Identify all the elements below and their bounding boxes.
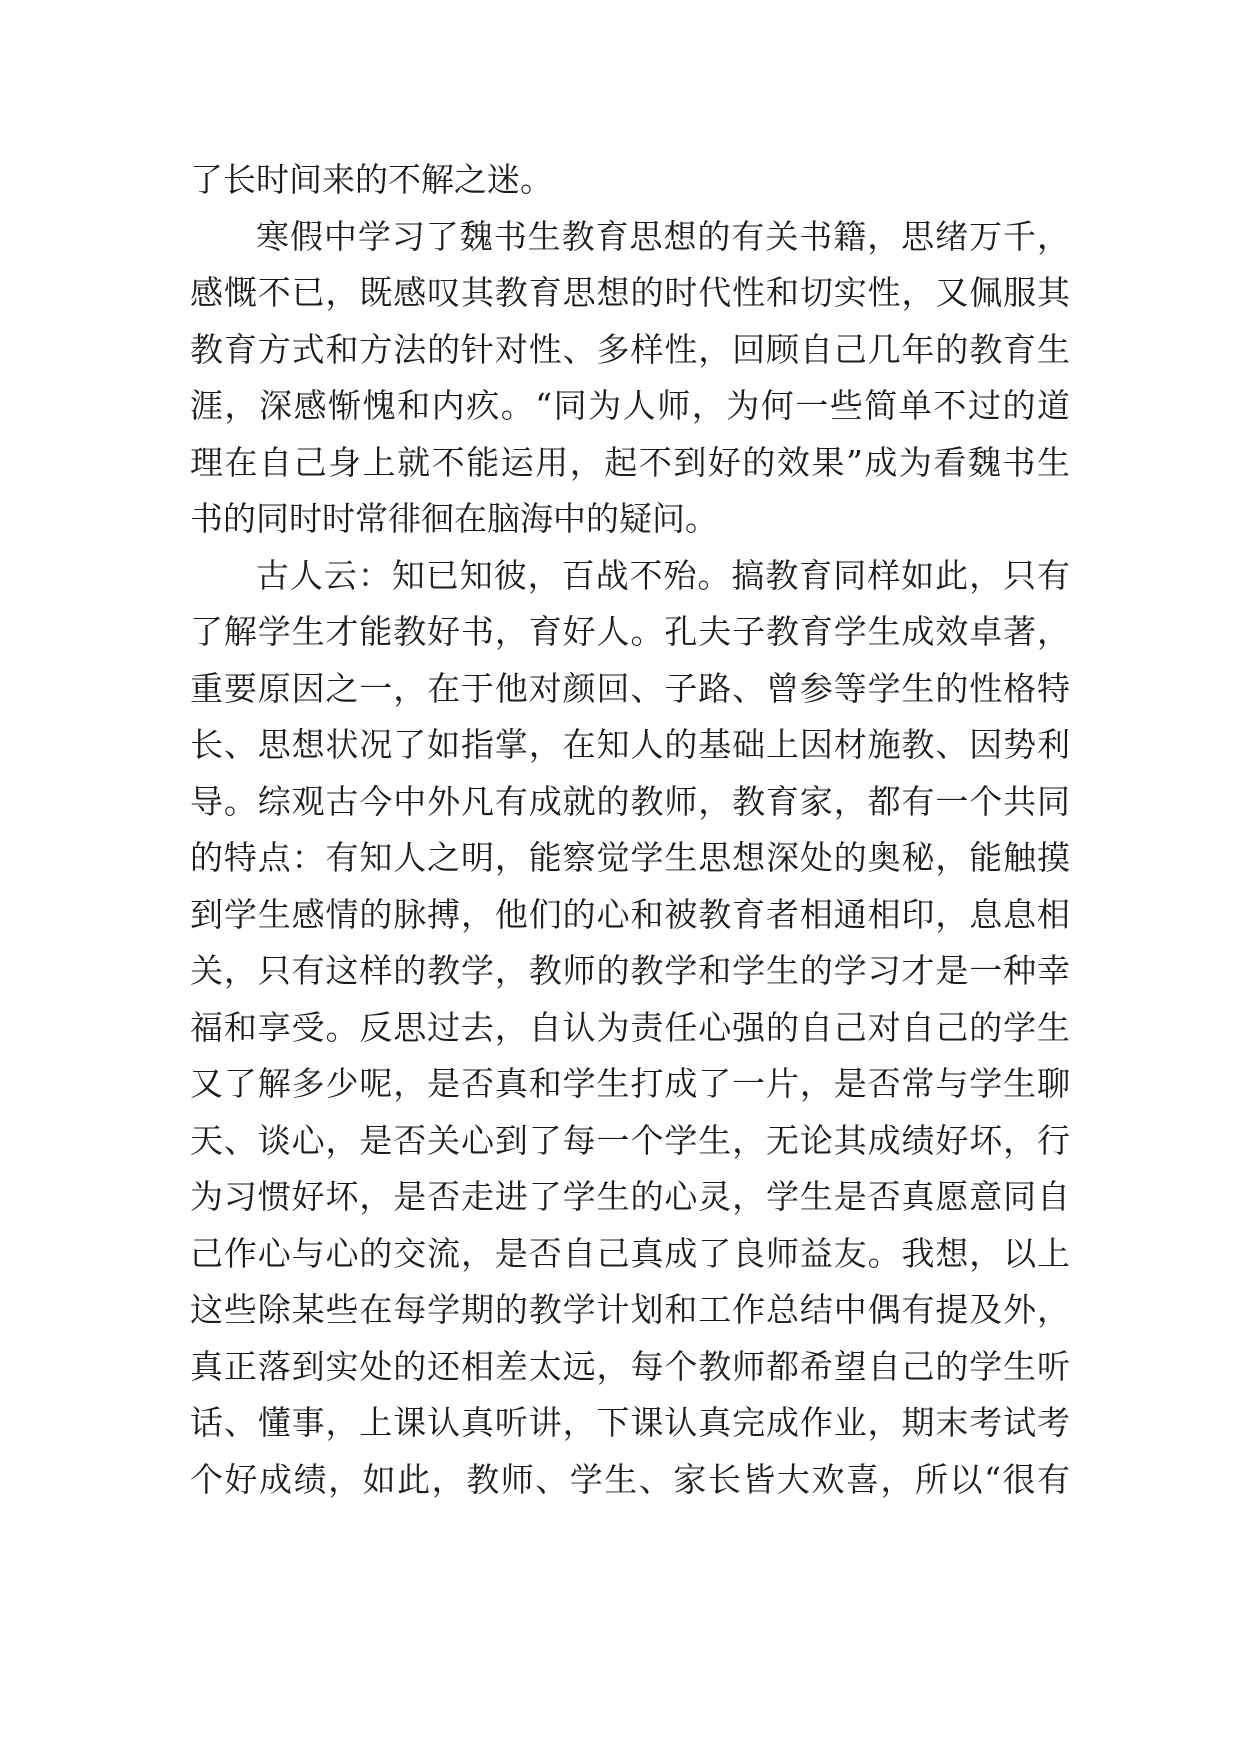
text-line: 长、思想状况了如指掌，在知人的基础上因材施教、因势利 bbox=[190, 725, 1070, 764]
text-line: 感慨不已，既感叹其教育思想的时代性和切实性，又佩服其 bbox=[190, 273, 1070, 312]
text-line: 己作心与心的交流，是否自己真成了良师益友。我想，以上 bbox=[190, 1233, 1070, 1273]
text-line: 的特点：有知人之明，能察觉学生思想深处的奥秘，能触摸 bbox=[190, 838, 1070, 877]
text-line: 重要原因之一，在于他对颜回、子路、曾参等学生的性格特 bbox=[190, 668, 1070, 708]
paragraph-2 bbox=[190, 209, 1070, 548]
paragraph-1 bbox=[190, 152, 1070, 209]
body-text bbox=[190, 152, 1070, 1508]
text-line: 了解学生才能教好书，育好人。孔夫子教育学生成效卓著， bbox=[190, 612, 1070, 651]
text-line: 古人云：知已知彼，百战不殆。搞教育同样如此，只有 bbox=[256, 555, 1070, 595]
text-line: 福和享受。反思过去，自认为责任心强的自己对自己的学生 bbox=[190, 1007, 1070, 1047]
text-line: 了长时间来的不解之迷。 bbox=[190, 160, 553, 199]
text-line: 这些除某些在每学期的教学计划和工作总结中偶有提及外， bbox=[190, 1290, 1070, 1329]
text-line: 天、谈心，是否关心到了每一个学生，无论其成绩好坏，行 bbox=[190, 1120, 1070, 1160]
text-line: 真正落到实处的还相差太远，每个教师都希望自己的学生听 bbox=[190, 1346, 1070, 1386]
text-line: 又了解多少呢，是否真和学生打成了一片，是否常与学生聊 bbox=[190, 1064, 1070, 1103]
text-line: 教育方式和方法的针对性、多样性，回顾自己几年的教育生 bbox=[190, 329, 1070, 369]
text-line: 到学生感情的脉搏，他们的心和被教育者相通相印，息息相 bbox=[190, 894, 1070, 934]
text-line: 为习惯好坏，是否走进了学生的心灵，学生是否真愿意同自 bbox=[190, 1177, 1070, 1216]
text-line: 书的同时时常徘徊在脑海中的疑问。 bbox=[190, 499, 718, 538]
text-line: 寒假中学习了魏书生教育思想的有关书籍，思绪万千， bbox=[256, 216, 1070, 256]
text-line: 涯，深感惭愧和内疚。“同为人师，为何一些简单不过的道 bbox=[190, 386, 1070, 425]
text-line: 关，只有这样的教学，教师的教学和学生的学习才是一种幸 bbox=[190, 951, 1070, 990]
text-line: 个好成绩，如此，教师、学生、家长皆大欢喜，所以“很有 bbox=[190, 1459, 1070, 1499]
paragraph-3 bbox=[190, 548, 1070, 1509]
text-line: 话、懂事，上课认真听讲，下课认真完成作业，期末考试考 bbox=[190, 1403, 1070, 1442]
text-line: 导。综观古今中外凡有成就的教师，教育家，都有一个共同 bbox=[190, 781, 1070, 821]
text-line: 理在自己身上就不能运用，起不到好的效果”成为看魏书生 bbox=[190, 442, 1070, 482]
